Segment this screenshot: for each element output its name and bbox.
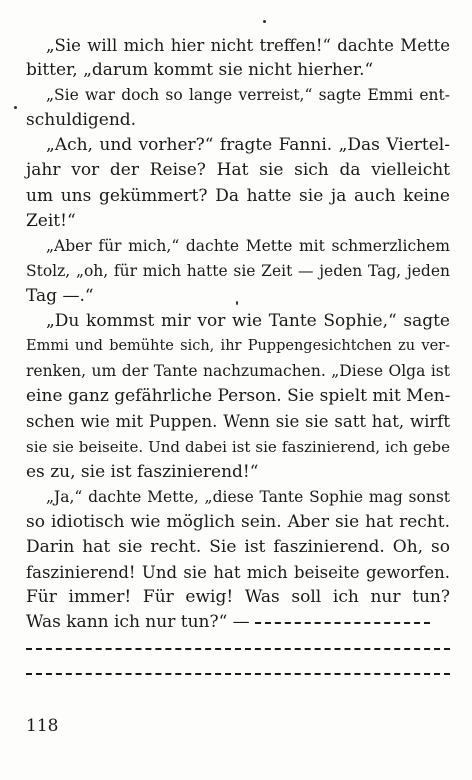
text-line: „Ja,“ dachte Mette, „diese Tante Sophie mag sonst (46, 487, 450, 506)
text-line: faszinierend! Und sie hat mich beiseite geworfen. (26, 562, 450, 582)
text-line: sie sie beiseite. Und dabei ist sie faszinierend, ich gebe (26, 437, 450, 456)
text-line: Zeit!“ (26, 210, 76, 231)
text-line: „Sie war doch so lange verreist,“ sagte Emmi ent- (46, 86, 450, 105)
dash-rule (255, 622, 430, 624)
print-speck (14, 106, 17, 109)
dash-rule (26, 673, 450, 675)
text-line: „Sie will mich hier nicht treffen!“ dachte Mette (46, 36, 450, 55)
text-line: so idiotisch wie möglich sein. Aber sie hat recht. (26, 511, 450, 532)
text-line: es zu, sie ist faszinierend!“ (26, 461, 259, 482)
text-line: Darin hat sie recht. Sie ist faszinierend. Oh, so (26, 536, 450, 557)
text-line: Stolz, „oh, für mich hatte sie Zeit — jeden Tag, jeden (26, 261, 450, 280)
text-line: schen wie mit Puppen. Wenn sie sie satt hat, wirft (26, 412, 450, 432)
text-line: „Aber für mich,“ dachte Mette mit schmerzlichem (46, 236, 450, 255)
text-line: Emmi und bemühte sich, ihr Puppengesichtchen zu ver- (26, 338, 450, 355)
text-line: Tag —.“ (26, 285, 94, 306)
text-line: schuldigend. (26, 110, 137, 131)
text-line: Für immer! Für ewig! Was soll ich nur tun? (26, 587, 450, 608)
print-speck (236, 301, 238, 305)
text-line: „Ach, und vorher?“ fragte Fanni. „Das Viertel- (46, 135, 450, 156)
body-text (26, 33, 450, 685)
dash-rule-line (26, 660, 450, 685)
page-number: 118 (26, 716, 59, 736)
text-line: renken, um der Tante nachzumachen. „Diese Olga ist (26, 362, 450, 381)
print-speck (263, 20, 266, 23)
final-line-text: Was kann ich nur tun?“ — (26, 612, 250, 633)
dash-rule-line (26, 635, 450, 660)
text-line: bitter, „darum kommt sie nicht hierher.“ (26, 60, 374, 81)
final-text-line (26, 610, 450, 635)
text-line: um uns gekümmert? Da hatte sie ja auch keine (26, 185, 450, 206)
text-line: eine ganz gefährliche Person. Sie spielt mit Men- (26, 386, 451, 407)
dash-rule (26, 648, 450, 650)
text-line: „Du kommst mir vor wie Tante Sophie,“ sagte (46, 311, 450, 332)
text-line: jahr vor der Reise? Hat sie sich da vielleicht (26, 160, 450, 181)
